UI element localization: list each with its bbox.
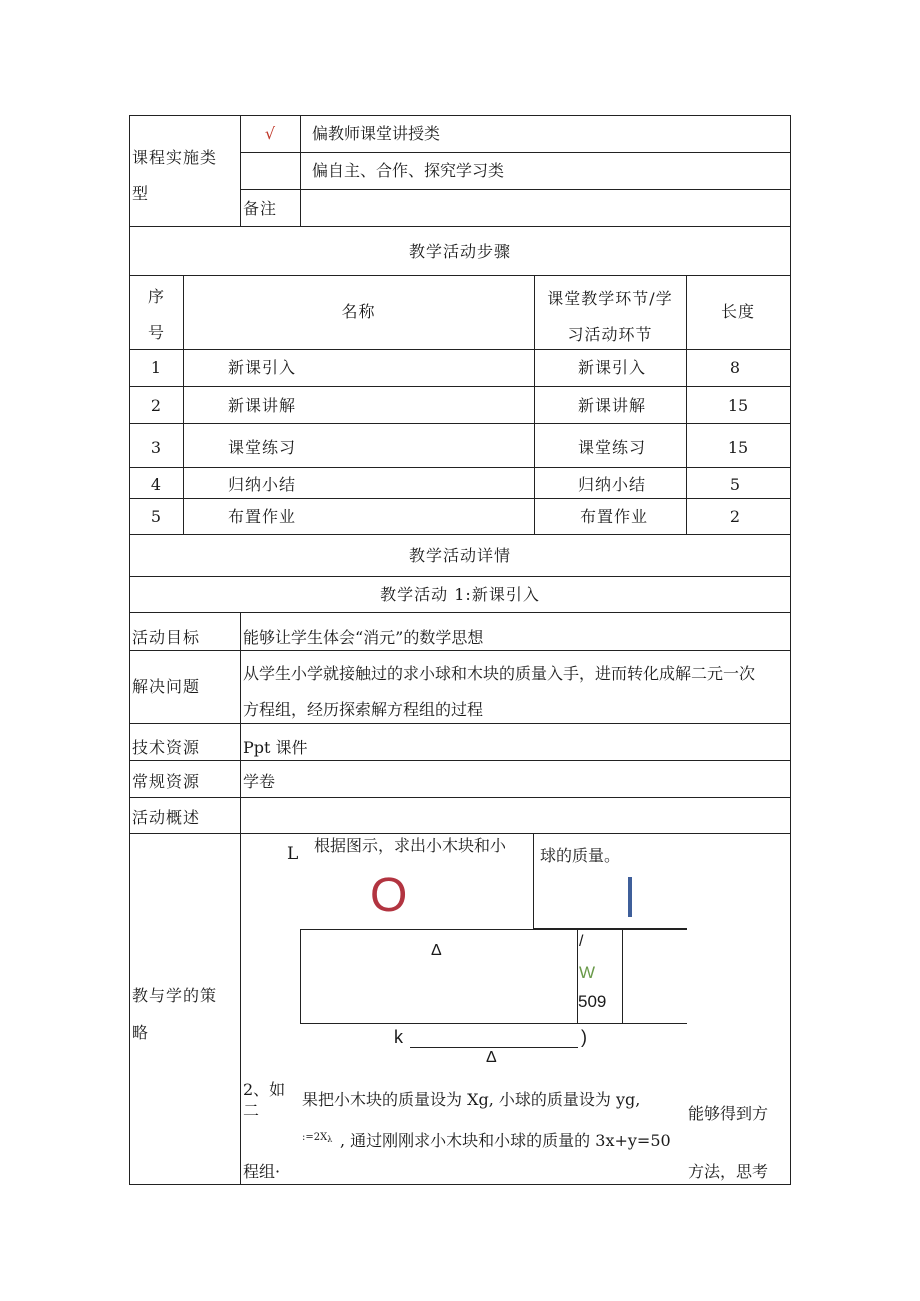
col-line (240, 612, 241, 1185)
block-bar-glyph (628, 877, 632, 917)
tech-resource-text: Ppt 课件 (243, 738, 308, 757)
item2-text2: , 通过刚刚求小木块和小球的质量的 3x+y=50 (340, 1131, 671, 1150)
step-phase: 新课引入 (577, 358, 646, 377)
step-length: 15 (727, 438, 749, 457)
number-509: 509 (578, 992, 607, 1011)
ball-circle-glyph: O (370, 869, 408, 922)
course-type-option-1: 偏教师课堂讲授类 (312, 124, 441, 143)
col-line (300, 115, 301, 226)
step-name: 新课引入 (228, 358, 297, 377)
steps-section-title: 教学活动步骤 (408, 242, 511, 261)
table-bottom-border (129, 1184, 791, 1185)
diagram-line (622, 929, 623, 1024)
step-name: 新课讲解 (228, 396, 297, 415)
header-length: 长度 (720, 302, 755, 321)
w-label: W (579, 963, 596, 982)
step-length: 5 (729, 475, 741, 494)
step-name: 归纳小结 (228, 475, 297, 494)
course-type-option-2: 偏自主、合作、探究学习类 (312, 161, 505, 180)
row-line (129, 612, 791, 613)
problem-text-line2: 方程组，经历探索解方程组的过程 (243, 700, 484, 719)
details-section-title: 教学活动详情 (408, 546, 511, 565)
step-length: 8 (729, 358, 741, 377)
remark-label: 备注 (243, 199, 278, 218)
strategy-label-line2: 略 (132, 1023, 149, 1042)
problem-text-line1: 从学生小学就接触过的求小球和木块的质量入手，进而转化成解二元一次 (243, 664, 756, 683)
question-part2: 球的质量。 (540, 846, 621, 865)
row-line (129, 226, 791, 227)
problem-label: 解决问题 (132, 677, 201, 696)
item2-sub: 二 (243, 1101, 260, 1120)
diagram-line (300, 929, 687, 930)
table-top-border (129, 115, 791, 116)
header-no-line1: 序 (147, 287, 164, 306)
step-name: 布置作业 (228, 507, 297, 526)
regular-resource-label: 常规资源 (132, 772, 201, 791)
row-line (129, 797, 791, 798)
header-no-line2: 号 (147, 323, 164, 342)
header-phase-line1: 课堂教学环节/学 (547, 289, 673, 308)
row-line (129, 423, 791, 424)
overview-label: 活动概述 (132, 808, 201, 827)
diagram-line (300, 1023, 687, 1024)
step-no: 2 (150, 396, 162, 415)
small-formula: $:=2X_\lambda$ (302, 1132, 333, 1144)
diagram-line (300, 929, 301, 1024)
step-phase: 新课讲解 (577, 396, 646, 415)
row-line (129, 534, 791, 535)
row-line (129, 650, 791, 651)
triangle-top: Δ (431, 942, 442, 959)
row-line (129, 467, 791, 468)
step-name: 课堂练习 (228, 438, 297, 457)
triangle-bottom: Δ (486, 1049, 497, 1066)
marker-l: L (287, 844, 299, 864)
goal-label: 活动目标 (132, 628, 201, 647)
step-no: 5 (150, 507, 162, 526)
step-phase: 课堂练习 (577, 438, 646, 457)
row-line (129, 833, 791, 834)
cheng-text: 程组· (243, 1162, 281, 1181)
paren-mark: ) (581, 1027, 587, 1047)
step-no: 3 (150, 438, 162, 457)
strategy-label-line1: 教与学的策 (132, 986, 218, 1005)
step-no: 1 (150, 358, 162, 377)
item2-number: 2、如 (243, 1080, 286, 1099)
row-line (129, 275, 791, 276)
diagram-line (533, 833, 534, 929)
course-type-label-line1: 课程实施类 (132, 148, 218, 167)
row-line (129, 349, 791, 350)
step-length: 15 (727, 396, 749, 415)
header-phase-line2: 习活动环节 (567, 325, 653, 344)
slash-mark: / (579, 933, 584, 950)
step-no: 4 (150, 475, 162, 494)
right-note-line1: 能够得到方 (688, 1104, 769, 1123)
header-name: 名称 (341, 302, 376, 321)
row-line (129, 386, 791, 387)
row-line (129, 723, 791, 724)
k-label: k (394, 1027, 403, 1047)
row-line (240, 152, 790, 153)
activity-title: 教学活动 1:新课引入 (380, 585, 540, 604)
goal-text: 能够让学生体会“消元”的数学思想 (243, 628, 484, 647)
right-note-line2: 方法，思考 (688, 1162, 769, 1181)
item2-text: 果把小木块的质量设为 Xg, 小球的质量设为 yg, (302, 1090, 641, 1109)
check-mark: √ (264, 124, 276, 143)
step-length: 2 (729, 507, 741, 526)
tech-resource-label: 技术资源 (132, 738, 201, 757)
row-line (129, 576, 791, 577)
row-line (129, 498, 791, 499)
course-type-label-line2: 型 (132, 184, 149, 203)
row-line (240, 189, 790, 190)
step-phase: 布置作业 (579, 507, 648, 526)
question-part1: 根据图示，求出小木块和小 (314, 836, 507, 855)
regular-resource-text: 学卷 (243, 772, 276, 791)
step-phase: 归纳小结 (577, 475, 646, 494)
row-line (129, 760, 791, 761)
